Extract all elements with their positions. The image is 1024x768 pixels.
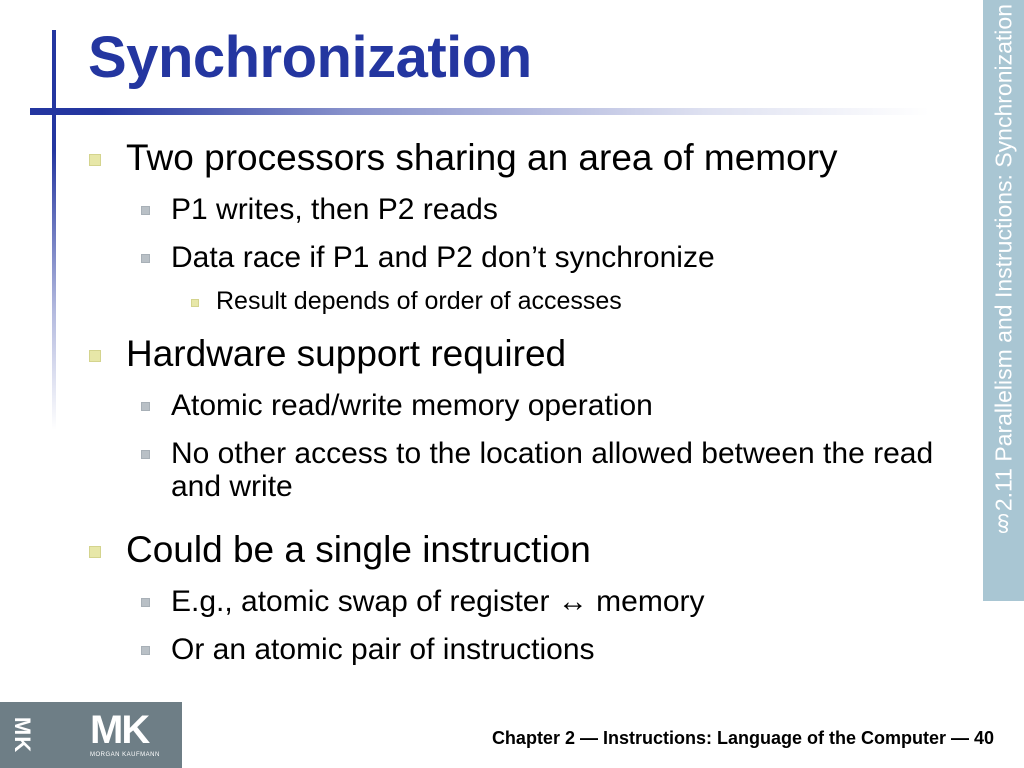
bullet-level-2 (171, 389, 653, 422)
bullet-text: P1 writes, then P2 reads (171, 193, 498, 226)
bullet-level-3 (216, 288, 622, 316)
bullet-level-2 (171, 633, 595, 666)
bullet-square-icon (141, 402, 150, 411)
bullet-level-2 (171, 241, 715, 274)
bullet-text: Could be a single instruction (126, 529, 591, 570)
bullet-text: Hardware support required (126, 333, 567, 374)
logo-side-mark: MK (10, 716, 35, 754)
bullet-level-1 (126, 530, 591, 571)
bullet-level-1 (126, 334, 566, 375)
bullet-square-icon (141, 450, 150, 459)
bullet-text: Or an atomic pair of instructions (171, 633, 595, 666)
bullet-level-1 (126, 138, 838, 179)
publisher-logo (0, 702, 182, 768)
bullet-level-2 (171, 437, 971, 503)
bullet-text: Atomic read/write memory operation (171, 389, 653, 422)
bullet-square-icon (141, 254, 150, 263)
bullet-square-icon (89, 350, 101, 362)
bullet-text: Result depends of order of accesses (216, 287, 622, 315)
bullet-text: Two processors sharing an area of memory (126, 137, 838, 178)
bullet-level-2 (171, 585, 705, 618)
logo-subtitle: MORGAN KAUFMANN (90, 752, 160, 758)
bullet-text: No other access to the location allowed between the read and write (171, 437, 934, 503)
bullet-square-icon (89, 546, 101, 558)
footer-chapter-label: Chapter 2 — Instructions: Language of the Computer — 40 (491, 728, 994, 748)
section-side-tab (983, 0, 1024, 601)
bullet-square-icon (191, 299, 199, 307)
slide-title: Synchronization (88, 25, 532, 90)
bullet-square-icon (89, 154, 101, 166)
bullet-level-2 (171, 193, 498, 226)
logo-main-mark: MK (90, 708, 149, 752)
bullet-square-icon (141, 206, 150, 215)
bullet-square-icon (141, 598, 150, 607)
section-side-label: §2.11 Parallelism and Instructions: Synchronization (990, 4, 1016, 538)
bullet-text: E.g., atomic swap of register ↔ memory (171, 585, 705, 618)
bullet-text: Data race if P1 and P2 don’t synchronize (171, 241, 715, 274)
bullet-square-icon (141, 646, 150, 655)
